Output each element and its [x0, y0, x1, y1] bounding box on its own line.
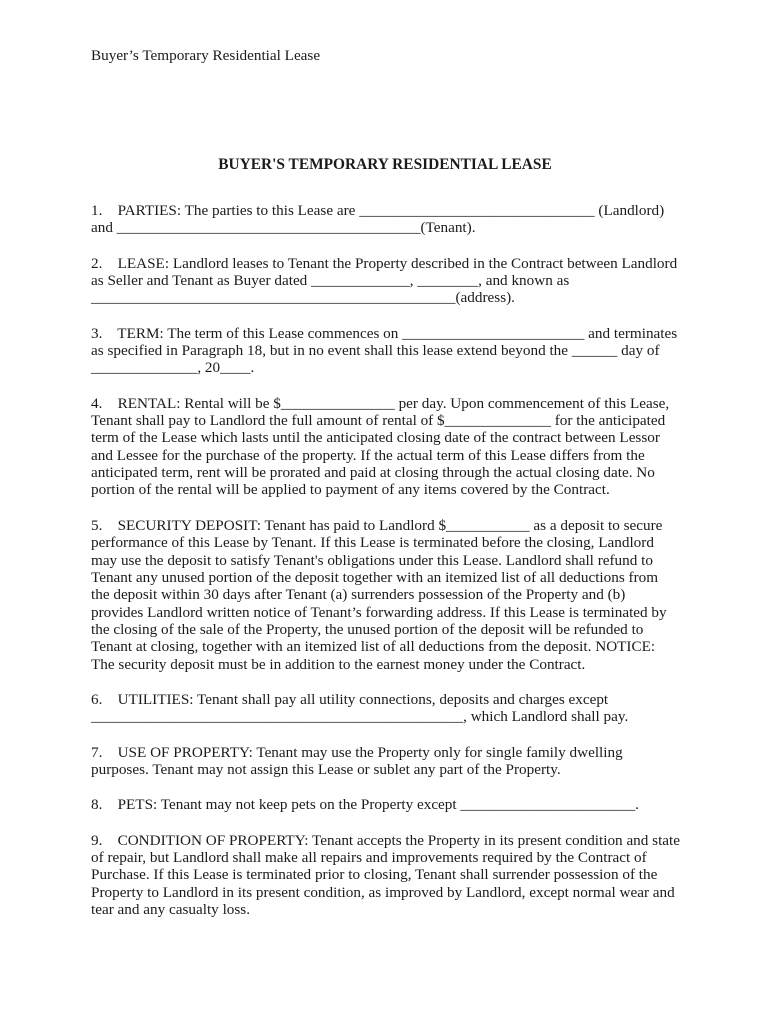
paragraph — [91, 202, 731, 237]
paragraph-line: the deposit within 30 days after Tenant (a) surrenders possession of the Property and (b) — [91, 586, 626, 604]
paragraph — [91, 517, 731, 673]
paragraph-line: may use the deposit to satisfy Tenant's obligations under this Lease. Landlord shall refund to — [91, 551, 653, 569]
paragraph-line: the closing of the sale of the Property, the unused portion of the deposit will be refunded to — [91, 620, 644, 638]
paragraph — [91, 744, 731, 779]
paragraph-line: portion of the rental will be applied to payment of any items covered by the Contract. — [91, 481, 610, 499]
paragraph-line: purposes. Tenant may not assign this Lease or sublet any part of the Property. — [91, 760, 561, 778]
paragraph — [91, 691, 731, 726]
paragraph-line: 3. TERM: The term of this Lease commences on ________________________ and terminates — [91, 324, 678, 342]
paragraph-line: 8. PETS: Tenant may not keep pets on the Property except _______________________. — [91, 796, 639, 814]
paragraph-line: 1. PARTIES: The parties to this Lease are _______________________________ (Landlord) — [91, 202, 665, 219]
paragraph — [91, 796, 731, 813]
paragraph-line: Purchase. If this Lease is terminated prior to closing, Tenant shall surrender possession of the — [91, 866, 658, 884]
paragraph-line: Tenant at closing, together with an itemized list of all deductions from the deposit. NOTICE: — [91, 638, 656, 656]
paragraph — [91, 395, 731, 499]
paragraph-line: and ________________________________________(Tenant). — [91, 219, 476, 237]
paragraph-line: and Lessee for the purchase of the property. If the actual term of this Lease differs from the — [91, 446, 645, 464]
document-header-label: Buyer’s Temporary Residential Lease — [91, 47, 321, 64]
paragraph-line: of repair, but Landlord shall make all repairs and improvements required by the Contract of — [91, 848, 647, 866]
paragraph — [91, 255, 731, 307]
paragraph-line: 2. LEASE: Landlord leases to Tenant the Property described in the Contract between Landlord — [91, 254, 678, 272]
paragraph-line: 7. USE OF PROPERTY: Tenant may use the Property only for single family dwelling — [91, 743, 623, 761]
paragraph — [91, 832, 731, 919]
paragraph-line: Property to Landlord in its present condition, as improved by Landlord, except normal wear and — [91, 883, 675, 901]
paragraph-line: _________________________________________________, which Landlord shall pay. — [91, 708, 629, 726]
paragraph-line: Tenant any unused portion of the deposit together with an itemized list of all deductions from — [91, 568, 659, 586]
paragraph-line: 6. UTILITIES: Tenant shall pay all utility connections, deposits and charges except — [91, 690, 609, 708]
paragraph-line: 5. SECURITY DEPOSIT: Tenant has paid to Landlord $___________ as a deposit to secure — [91, 516, 663, 534]
paragraph-line: as Seller and Tenant as Buyer dated _____________, ________, and known as — [91, 272, 570, 290]
paragraph-line: provides Landlord written notice of Tenant’s forwarding address. If this Lease is terminated by — [91, 603, 667, 621]
paragraph-line: anticipated term, rent will be prorated and paid at closing through the actual closing date. No — [91, 464, 655, 482]
paragraph-line: Tenant shall pay to Landlord the full amount of rental of $______________ for the anticipated — [91, 412, 666, 430]
paragraph-line: ________________________________________________(address). — [91, 289, 515, 307]
paragraph-line: tear and any casualty loss. — [91, 901, 250, 918]
paragraph-line: as specified in Paragraph 18, but in no event shall this lease extend beyond the ______ day of — [91, 342, 660, 360]
paragraph-line: ______________, 20____. — [91, 359, 255, 377]
document-title: BUYER'S TEMPORARY RESIDENTIAL LEASE — [218, 156, 552, 173]
paragraph-line: performance of this Lease by Tenant. If this Lease is terminated before the closing, Landlord — [91, 534, 654, 552]
paragraph-line: 9. CONDITION OF PROPERTY: Tenant accepts the Property in its present condition and state — [91, 831, 680, 849]
paragraph — [91, 325, 731, 377]
paragraph-line: 4. RENTAL: Rental will be $_______________ per day. Upon commencement of this Lease, — [91, 394, 670, 412]
paragraphs-container — [91, 202, 731, 936]
paragraph-line: term of the Lease which lasts until the anticipated closing date of the contract between Lessor — [91, 429, 660, 447]
paragraph-line: The security deposit must be in addition to the earnest money under the Contract. — [91, 655, 586, 673]
